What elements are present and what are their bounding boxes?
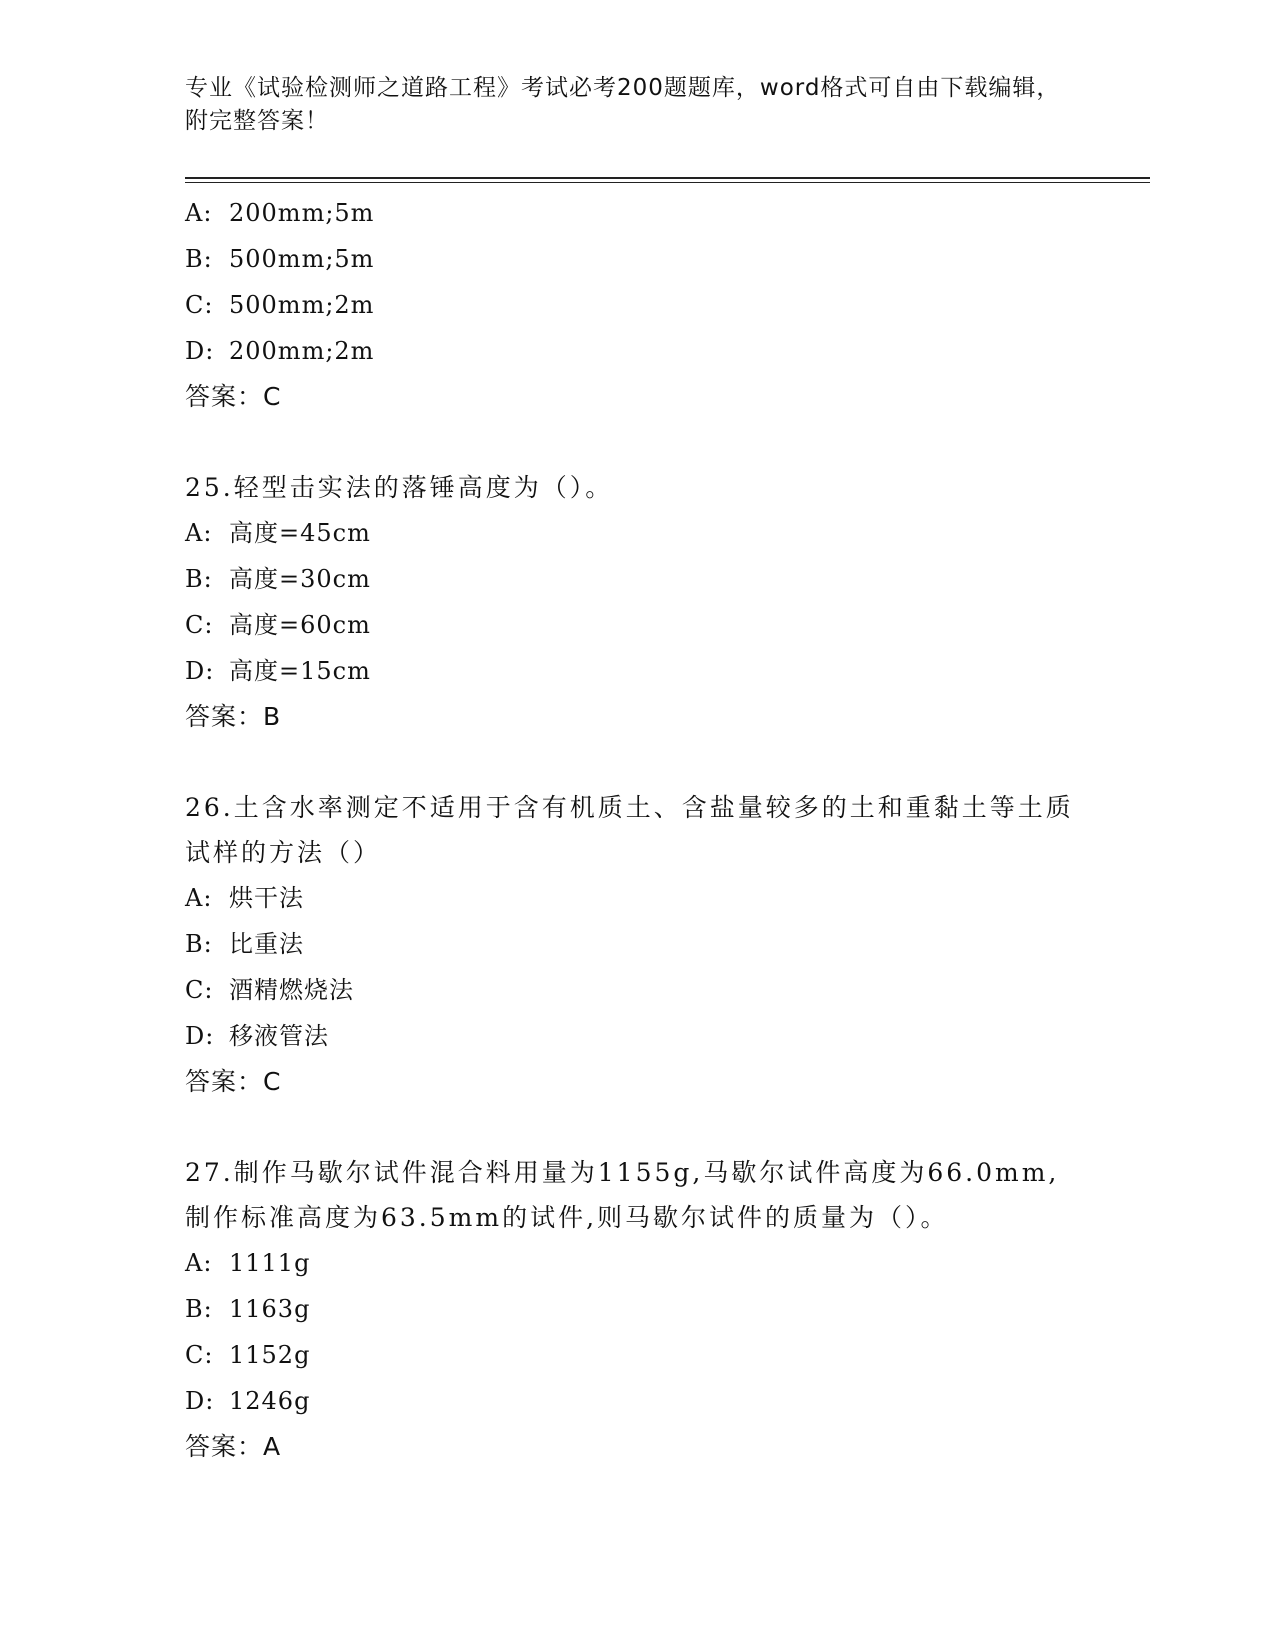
question-text: 26.土含水率测定不适用于含有机质土、含盐量较多的土和重黏土等土质试样的方法（） [185,793,1074,867]
option-a: A: 1111g [185,1249,311,1277]
option-d: D: 高度=15cm [185,657,371,685]
option-c: C: 高度=60cm [185,611,371,639]
option-c: C: 酒精燃烧法 [185,976,354,1004]
question-26 [185,785,1085,1105]
question-text: 27.制作马歇尔试件混合料用量为1155g,马歇尔试件高度为66.0mm,制作标准高度为63.5mm的试件,则马歇尔试件的质量为（）。 [185,1158,1060,1232]
option-a: A: 200mm;5m [185,199,375,227]
question-25 [185,465,1085,740]
option-d: D: 移液管法 [185,1022,329,1050]
header-divider-thick [185,177,1150,179]
option-d: D: 1246g [185,1387,311,1415]
option-d: D: 200mm;2m [185,337,375,365]
header-title: 专业《试验检测师之道路工程》考试必考200题题库，word格式可自由下载编辑，附完整答案！ [185,75,1061,134]
option-b: B: 500mm;5m [185,245,375,273]
option-b: B: 高度=30cm [185,565,371,593]
header-divider-thin [185,182,1150,183]
option-c: C: 500mm;2m [185,291,375,319]
option-a: A: 高度=45cm [185,519,371,547]
answer-line: 答案：C [185,382,282,411]
option-b: B: 1163g [185,1295,311,1323]
question-24-tail [185,190,1085,420]
option-a: A: 烘干法 [185,884,304,912]
answer-line: 答案：A [185,1432,282,1461]
question-list [185,190,1085,1470]
answer-line: 答案：B [185,702,282,731]
option-c: C: 1152g [185,1341,311,1369]
question-text: 25.轻型击实法的落锤高度为（）。 [185,473,614,502]
option-b: B: 比重法 [185,930,304,958]
answer-line: 答案：C [185,1067,282,1096]
question-27 [185,1150,1085,1470]
document-header [185,72,1065,138]
